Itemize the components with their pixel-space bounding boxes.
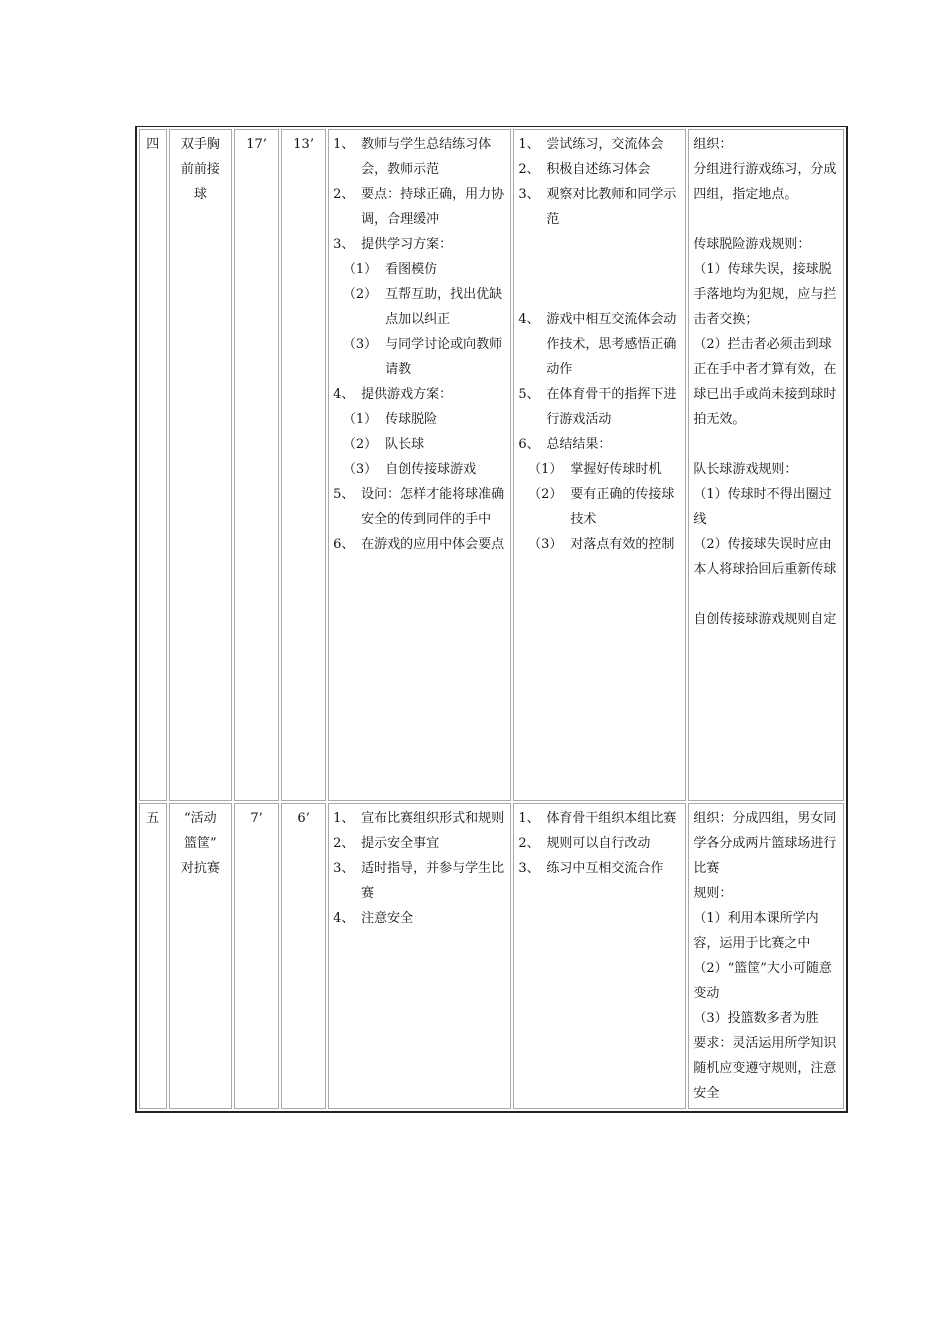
item-text: 注意安全 [361,911,414,926]
item-text: 提示安全事宜 [361,836,440,851]
section-title-line: 篮筐” [184,836,217,851]
sub-item-text: 与同学讨论或向教师请教 [385,337,503,377]
list-item [333,182,506,232]
section-title-line: 球 [193,187,207,202]
sub-item-text: 队长球 [385,437,425,452]
table-row [139,129,844,801]
list-item [518,432,681,457]
sub-list-item [333,282,506,332]
sub-list-item [333,257,506,282]
org-line: （1）利用本课所学内容，运用于比赛之中 [693,911,819,951]
sub-item-text: 互帮互助，找出优缺点加以纠正 [385,287,503,327]
sub-item-number: （1） [342,412,378,427]
org-line: 规则： [693,886,733,901]
sub-item-text: 对落点有效的控制 [570,537,675,552]
org-line: （2）“篮筐”大小可随意变动 [693,961,832,1001]
item-text: 适时指导，并参与学生比赛 [361,861,505,901]
sub-list-item [518,482,681,532]
list-item [333,382,506,407]
list-item [333,232,506,257]
sub-item-text: 要有正确的传接球技术 [570,487,675,527]
item-text: 设问：怎样才能将球准确安全的传到同伴的手中 [361,487,505,527]
list-item [333,906,506,931]
table-row [139,803,844,1109]
sub-item-number: （2） [342,437,378,452]
org-line: （2）拦击者必须击到球正在手中者才算有效，在球已出手或尚未接到球时拍无效。 [693,337,837,427]
section-title-cell [169,129,232,801]
sub-item-text: 掌握好传球时机 [570,462,662,477]
item-number: 5、 [518,387,540,402]
org-line: 组织：分成四组，男女同学各分成两片篮球场进行比赛 [693,811,837,876]
student-activity-cell [513,129,686,801]
item-number: 1、 [333,811,355,826]
item-text: 游戏中相互交流体会动作技术，思考感悟正确动作 [546,312,677,377]
list-item [518,157,681,182]
item-text: 在体育骨干的指挥下进行游戏活动 [546,387,677,427]
practice-time-cell [281,129,326,801]
organization-cell [688,803,844,1109]
section-title-line: 双手胸 [180,137,220,152]
total-time-cell [234,803,279,1109]
org-line: 要求：灵活运用所学知识随机应变遵守规则，注意安全 [693,1036,837,1101]
section-number: 四 [146,137,160,152]
sub-list-item [333,332,506,382]
sub-item-number: （3） [342,337,378,352]
item-text: 观察对比教师和同学示范 [546,187,677,227]
list-item [518,132,681,157]
item-number: 2、 [518,836,540,851]
list-item [518,806,681,831]
list-item [518,382,681,432]
teacher-activity-cell [328,129,511,801]
sub-item-number: （3） [528,537,563,552]
org-line: （1）传球时不得出圈过线 [693,487,832,527]
item-text: 提供游戏方案： [361,387,453,402]
list-item [518,182,681,232]
sub-list-item [518,457,681,482]
organization-cell [688,129,844,801]
sub-item-number: （2） [342,287,378,302]
item-number: 2、 [333,836,355,851]
item-number: 6、 [518,437,540,452]
org-line: 队长球游戏规则： [693,462,798,477]
section-number-cell [139,129,167,801]
list-item [333,482,506,532]
item-number: 1、 [518,811,540,826]
lesson-plan-table [135,126,848,1113]
sub-list-item [333,407,506,432]
list-item [518,831,681,856]
item-text: 规则可以自行改动 [546,836,651,851]
list-item [518,856,681,881]
sub-item-number: （1） [342,262,378,277]
item-number: 6、 [333,537,355,552]
org-line: 分组进行游戏练习，分成四组，指定地点。 [693,162,837,202]
item-text: 要点：持球正确，用力协调，合理缓冲 [361,187,505,227]
sub-list-item [333,432,506,457]
sub-item-number: （1） [528,462,563,477]
item-number: 3、 [518,861,540,876]
sub-item-number: （3） [342,462,378,477]
item-number: 3、 [333,861,355,876]
item-number: 2、 [518,162,540,177]
item-text: 体育骨干组织本组比赛 [546,811,677,826]
item-number: 1、 [518,137,540,152]
org-line: 传球脱险游戏规则： [693,237,811,252]
list-item [333,132,506,182]
section-title-line: 前前接 [180,162,220,177]
list-item [333,806,506,831]
item-number: 4、 [518,312,540,327]
student-activity-cell [513,803,686,1109]
item-text: 尝试练习，交流体会 [546,137,664,152]
org-line: （2）传接球失误时应由本人将球拾回后重新传球 [693,537,837,577]
item-text: 练习中互相交流合作 [546,861,664,876]
section-number: 五 [146,811,160,826]
practice-time-cell [281,803,326,1109]
item-number: 5、 [333,487,355,502]
teacher-activity-cell [328,803,511,1109]
item-number: 4、 [333,387,355,402]
list-item [333,831,506,856]
total-time: 17’ [246,137,267,152]
sub-item-text: 看图模仿 [385,262,438,277]
practice-time: 13’ [293,137,314,152]
item-number: 1、 [333,137,355,152]
org-line: 组织： [693,137,733,152]
item-number: 3、 [518,187,540,202]
sub-item-text: 自创传接球游戏 [385,462,477,477]
item-text: 总结结果： [546,437,612,452]
org-line: （3）投篮数多者为胜 [693,1011,819,1026]
item-text: 教师与学生总结练习体会，教师示范 [361,137,492,177]
item-number: 2、 [333,187,355,202]
section-title-line: 对抗赛 [180,861,220,876]
sub-list-item [333,457,506,482]
item-text: 宣布比赛组织形式和规则 [361,811,505,826]
sub-list-item [518,532,681,557]
item-text: 在游戏的应用中体会要点 [361,537,505,552]
sub-item-number: （2） [528,487,563,502]
item-text: 积极自述练习体会 [546,162,651,177]
org-line: （1）传球失误，接球脱手落地均为犯规，应与拦击者交换； [693,262,837,327]
list-item [333,532,506,557]
section-title-cell [169,803,232,1109]
total-time-cell [234,129,279,801]
list-item [518,307,681,382]
section-title-line: “活动 [184,811,217,826]
item-number: 3、 [333,237,355,252]
section-number-cell [139,803,167,1109]
practice-time: 6’ [297,811,310,826]
list-item [333,856,506,906]
sub-item-text: 传球脱险 [385,412,438,427]
total-time: 7’ [250,811,263,826]
item-number: 4、 [333,911,355,926]
item-text: 提供学习方案： [361,237,453,252]
org-line: 自创传接球游戏规则自定 [693,612,837,627]
